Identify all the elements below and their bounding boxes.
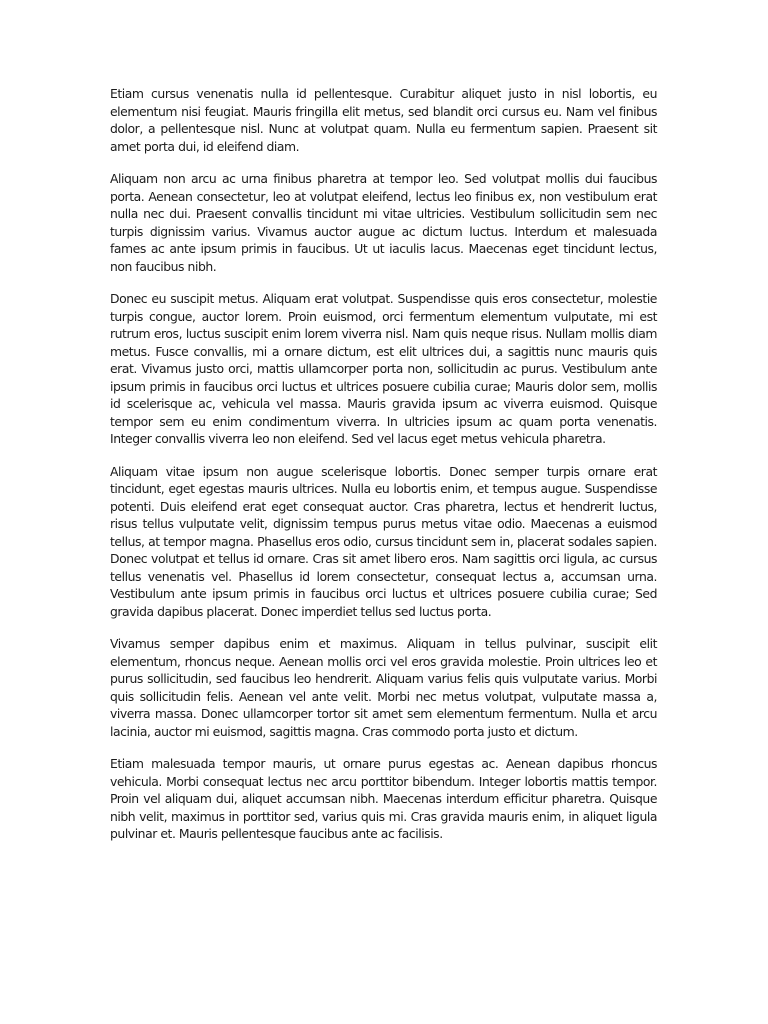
- paragraph-4: Aliquam vitae ipsum non augue scelerisque lobortis. Donec semper turpis ornare erat tincidunt, eget egestas mauris ultrices. Nulla eu lobortis enim, et tempus augue. Suspendisse potenti. Duis eleifend erat eget consequat auctor. Cras pharetra, lectus et hendrerit luctus, risus tellus vulputate velit, dignissim tempus purus metus vitae odio. Maecenas a euismod tellus, at tempor magna. Phasellus eros odio, cursus tincidunt sem in, placerat sodales sapien. Donec volutpat et tellus id ornare. Cras sit amet libero eros. Nam sagittis orci ligula, ac cursus tellus venenatis vel. Phasellus id lorem consectetur, consequat lectus a, accumsan urna. Vestibulum ante ipsum primis in faucibus orci luctus et ultrices posuere cubilia curae; Sed gravida dapibus placerat. Donec imperdiet tellus sed luctus porta.: [110, 463, 657, 619]
- paragraph-3: Donec eu suscipit metus. Aliquam erat volutpat. Suspendisse quis eros consectetur, molestie turpis congue, auctor lorem. Proin euismod, orci fermentum elementum vulputate, mi est rutrum eros, luctus suscipit enim lorem viverra nisl. Nam quis neque risus. Nullam mollis diam metus. Fusce convallis, mi a ornare dictum, est elit ultrices dui, a sagittis nunc mauris quis erat. Vivamus justo orci, mattis ullamcorper porta non, sollicitudin ac purus. Vestibulum ante ipsum primis in faucibus orci luctus et ultrices posuere cubilia curae; Mauris dolor sem, mollis id scelerisque ac, vehicula vel massa. Mauris gravida ipsum ac viverra euismod. Quisque tempor sem eu enim condimentum viverra. In ultricies ipsum ac quam porta venenatis. Integer convallis viverra leo non eleifend. Sed vel lacus eget metus vehicula pharetra.: [110, 291, 657, 446]
- paragraph-6: Etiam malesuada tempor mauris, ut ornare purus egestas ac. Aenean dapibus rhoncus vehicula. Morbi consequat lectus nec arcu porttitor bibendum. Integer lobortis mattis tempor. Proin vel aliquam dui, aliquet accumsan nibh. Maecenas interdum efficitur pharetra. Quisque nibh velit, maximus in porttitor sed, varius quis mi. Cras gravida mauris enim, in aliquet ligula pulvinar et. Mauris pellentesque faucibus ante ac facilisis.: [110, 756, 657, 841]
- paragraph-2: Aliquam non arcu ac urna finibus pharetra at tempor leo. Sed volutpat mollis dui faucibus porta. Aenean consectetur, leo at volutpat eleifend, lectus leo finibus ex, non vestibulum erat nulla nec dui. Praesent convallis tincidunt mi vitae ultricies. Vestibulum sollicitudin sem nec turpis dignissim varius. Vivamus auctor augue ac dictum luctus. Interdum et malesuada fames ac ante ipsum primis in faucibus. Ut ut iaculis lacus. Maecenas eget tincidunt lectus, non faucibus nibh.: [110, 171, 657, 274]
- paragraph-1: Etiam cursus venenatis nulla id pellentesque. Curabitur aliquet justo in nisl lobortis, eu elementum nisi feugiat. Mauris fringilla elit metus, sed blandit orci cursus eu. Nam vel finibus dolor, a pellentesque nisl. Nunc at volutpat quam. Nulla eu fermentum sapien. Praesent sit amet porta dui, id eleifend diam.: [110, 86, 657, 154]
- document-page: [110, 85, 657, 858]
- paragraph-5: Vivamus semper dapibus enim et maximus. Aliquam in tellus pulvinar, suscipit elit elementum, rhoncus neque. Aenean mollis orci vel eros gravida molestie. Proin ultrices leo et purus sollicitudin, sed faucibus leo hendrerit. Aliquam varius felis quis vulputate varius. Morbi quis sollicitudin felis. Aenean vel ante velit. Morbi nec metus volutpat, vulputate massa a, viverra massa. Donec ullamcorper tortor sit amet sem elementum fermentum. Nulla et arcu lacinia, auctor mi euismod, sagittis magna. Cras commodo porta justo et dictum.: [110, 636, 657, 739]
